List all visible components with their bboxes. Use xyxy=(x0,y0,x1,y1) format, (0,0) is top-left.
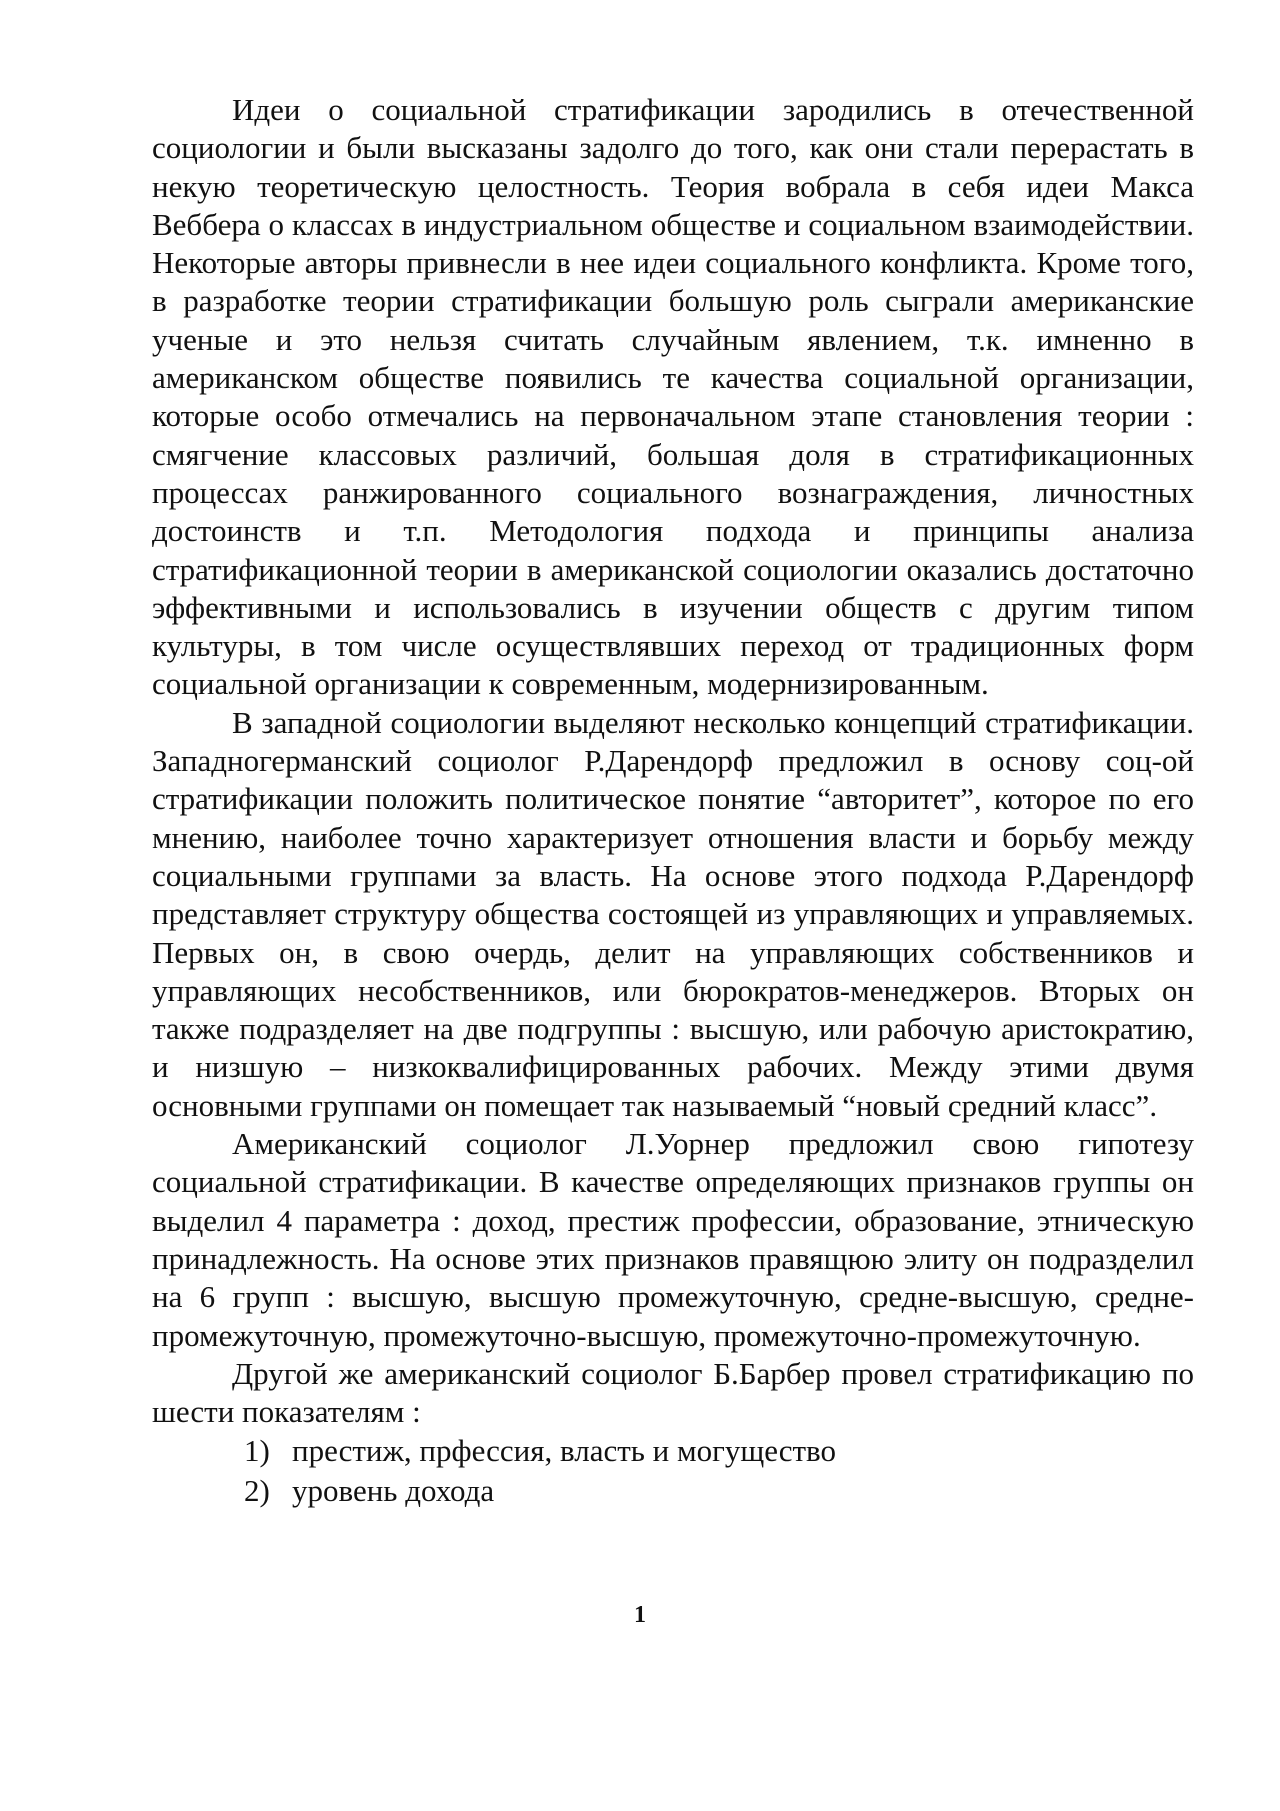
list-item-text: уровень дохода xyxy=(292,1472,495,1508)
paragraph-1: Идеи о социальной стратификации зародились в отечественной социологии и были высказаны задолго до того, как они стали перерастать в некую теоретическую целостность. Теория вобрала в себя идеи Макса Веббера о классах в индустриальном обществе и социальном взаимодействии. Некоторые авторы привнесли в нее идеи социального конфликта. Кроме того, в разработке теории стратификации большую роль сыграли американские ученые и это нельзя считать случайным явлением, т.к. имненно в американском обществе появились те качества социальной организации, которые особо отмечались на первоначальном этапе становления теории : смягчение классовых различий, большая доля в стратификационных процессах ранжированного социального вознаграждения, личностных достоинств и т.п. Методология подхода и принципы анализа стратификационной теории в американской социологии оказались достаточно эффективными и использовались в изучении обществ с другим типом культуры, в том числе осуществлявших переход от традиционных форм социальной организации к современным, модернизированным. xyxy=(152,92,1194,702)
document-body xyxy=(152,91,1194,1510)
paragraph-4: Другой же американский социолог Б.Барбер провел стратификацию по шести показателям : xyxy=(152,1355,1194,1430)
paragraph-2: В западной социологии выделяют несколько концепций стратификации. Западногерманский социолог Р.Дарендорф предложил в основу соц-ой стратификации положить политическое понятие “авторитет”, которое по его мнению, наиболее точно характеризует отношения власти и борьбу между социальными группами за власть. На основе этого подхода Р.Дарендорф представляет структуру общества состоящей из управляющих и управляемых. Первых он, в свою очердь, делит на управляющих собственников и управляющих несобственников, или бюрократов-менеджеров. Вторых он также подразделяет на две подгруппы : высшую, или рабочую аристократию, и низшую – низкоквалифицированных рабочих. Между этими двумя основными группами он помещает так называемый “новый средний класс”. xyxy=(152,704,1194,1123)
list-item-1: 1) престиж, прфессия, власть и могущество xyxy=(152,1431,1194,1471)
list-item-text: престиж, прфессия, власть и могущество xyxy=(292,1433,836,1469)
paragraph-3: Американский социолог Л.Уорнер предложил свою гипотезу социальной стратификации. В качестве определяющих признаков группы он выделил 4 параметра : доход, престиж профессии, образование, этническую принадлежность. На основе этих признаков правящюю элиту он подразделил на 6 групп : высшую, высшую промежуточную, средне-высшую, средне-промежуточную, промежуточно-высшую, промежуточно-промежуточную. xyxy=(152,1126,1194,1353)
page-number: 1 xyxy=(634,1602,646,1628)
list-item-2: 2) уровень дохода xyxy=(152,1471,1194,1511)
